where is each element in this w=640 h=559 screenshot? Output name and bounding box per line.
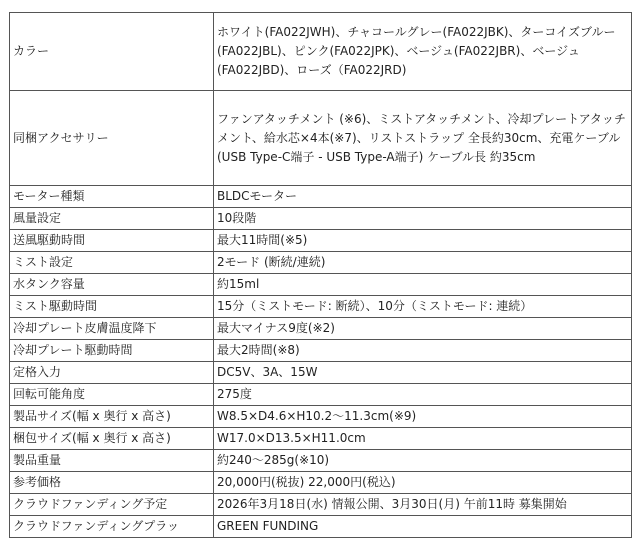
spec-value: 15分（ミストモード: 断続）、10分（ミストモード: 連続） — [214, 296, 632, 318]
spec-row — [10, 450, 632, 472]
spec-row — [10, 252, 632, 274]
spec-row — [10, 230, 632, 252]
spec-value: 最大11時間(※5) — [214, 230, 632, 252]
spec-label: 製品重量 — [10, 450, 214, 472]
spec-row — [10, 494, 632, 516]
spec-label: 送風駆動時間 — [10, 230, 214, 252]
spec-value: 10段階 — [214, 208, 632, 230]
spec-label: ミスト駆動時間 — [10, 296, 214, 318]
spec-label: 同梱アクセサリー — [10, 91, 214, 186]
spec-row — [10, 91, 632, 186]
spec-row — [10, 406, 632, 428]
spec-row — [10, 428, 632, 450]
spec-row — [10, 362, 632, 384]
spec-value: 最大マイナス9度(※2) — [214, 318, 632, 340]
spec-row — [10, 296, 632, 318]
spec-row — [10, 274, 632, 296]
spec-value: 275度 — [214, 384, 632, 406]
spec-label: モーター種類 — [10, 186, 214, 208]
spec-row — [10, 472, 632, 494]
spec-value: 最大2時間(※8) — [214, 340, 632, 362]
spec-label: 冷却プレート駆動時間 — [10, 340, 214, 362]
spec-row — [10, 516, 632, 538]
spec-table — [9, 12, 632, 538]
spec-label: 参考価格 — [10, 472, 214, 494]
spec-label: クラウドファンディングプラッ — [10, 516, 214, 538]
spec-value: ホワイト(FA022JWH)、チャコールグレー(FA022JBK)、ターコイズブルー(FA022JBL)、ピンク(FA022JPK)、ベージュ(FA022JBR)、ベージュ(FA022JBD)、ローズ（FA022JRD) — [214, 13, 632, 91]
spec-row — [10, 340, 632, 362]
spec-value: 2モード (断続/連続) — [214, 252, 632, 274]
spec-label: カラー — [10, 13, 214, 91]
spec-label: クラウドファンディング予定 — [10, 494, 214, 516]
spec-value: 約240～285g(※10) — [214, 450, 632, 472]
spec-label: 定格入力 — [10, 362, 214, 384]
spec-row — [10, 384, 632, 406]
spec-value: ファンアタッチメント (※6)、ミストアタッチメント、冷却プレートアタッチメント、給水芯×4本(※7)、リストストラップ 全長約30cm、充電ケーブル (USB Type-C端子 - USB Type-A端子) ケーブル長 約35cm — [214, 91, 632, 186]
spec-label: 冷却プレート皮膚温度降下 — [10, 318, 214, 340]
spec-value: W17.0×D13.5×H11.0cm — [214, 428, 632, 450]
spec-row — [10, 13, 632, 91]
spec-value: BLDCモーター — [214, 186, 632, 208]
spec-row — [10, 186, 632, 208]
spec-label: 風量設定 — [10, 208, 214, 230]
spec-row — [10, 208, 632, 230]
spec-value: 2026年3月18日(水) 情報公開、3月30日(月) 午前11時 募集開始 — [214, 494, 632, 516]
spec-label: 梱包サイズ(幅 x 奥行 x 高さ) — [10, 428, 214, 450]
spec-label: ミスト設定 — [10, 252, 214, 274]
spec-value: W8.5×D4.6×H10.2～11.3cm(※9) — [214, 406, 632, 428]
spec-value: 20,000円(税抜) 22,000円(税込) — [214, 472, 632, 494]
spec-label: 回転可能角度 — [10, 384, 214, 406]
spec-row — [10, 318, 632, 340]
spec-label: 製品サイズ(幅 x 奥行 x 高さ) — [10, 406, 214, 428]
spec-label: 水タンク容量 — [10, 274, 214, 296]
spec-value: DC5V、3A、15W — [214, 362, 632, 384]
spec-value: 約15ml — [214, 274, 632, 296]
spec-value: GREEN FUNDING — [214, 516, 632, 538]
